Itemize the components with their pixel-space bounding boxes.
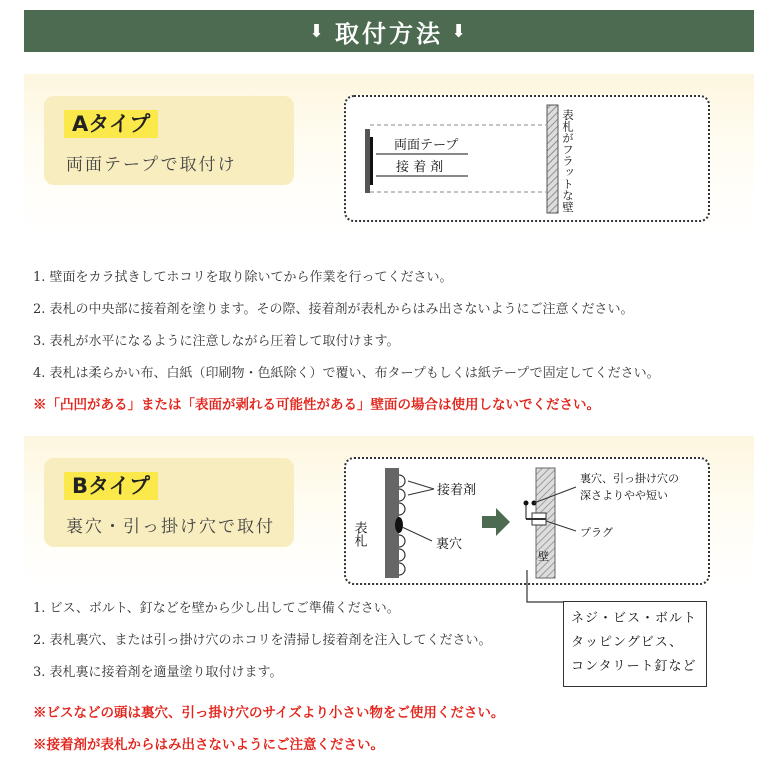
step-item: 3. 表札裏に接着剤を適量塗り取付けます。 [33, 665, 283, 680]
type-b-box [44, 458, 294, 547]
down-arrow-icon: ⬇ [451, 20, 470, 42]
type-a-diagram-svg [346, 97, 708, 220]
step-item: 2. 表札裏穴、または引っ掛け穴のホコリを清掃し接着剤を注入してください。 [33, 633, 492, 648]
type-b-diagram [344, 457, 710, 585]
tape-label: 両面テープ [394, 138, 459, 153]
depth-label-line-2: 深さよりやや短い [580, 489, 668, 502]
step-item: 4. 表札は柔らかい布、白紙（印刷物・色紙除く）で覆い、布タープもしくは紙テープで固定してください。 [33, 366, 660, 381]
depth-label-line-1: 裏穴、引っ掛け穴の [580, 472, 679, 485]
section-title: 取付方法 [335, 18, 443, 48]
plug-label: プラグ [580, 526, 613, 539]
step-item: 1. ビス、ボルト、釘などを壁から少し出してご準備ください。 [33, 601, 400, 616]
back-hole-shape [395, 517, 403, 533]
type-a-box [44, 96, 294, 185]
adhesive-label: 接 着 剤 [396, 160, 444, 175]
step-item: 3. 表札が水平になるように注意しながら圧着して取付けます。 [33, 334, 400, 349]
right-arrow-icon [482, 508, 510, 536]
type-a-description: 両面テープで取付け [66, 155, 237, 175]
callout-line: タッピングビス、 [571, 635, 684, 650]
wall-label: 表札がフラットな壁 [561, 109, 575, 213]
down-arrow-icon: ⬇ [308, 20, 327, 42]
type-b-warning: ※ビスなどの頭は裏穴、引っ掛け穴のサイズより小さい物をご使用ください。 [33, 705, 505, 721]
type-a-diagram [344, 95, 710, 222]
section-header [24, 10, 754, 52]
type-b-warning: ※接着剤が表札からはみ出さないようにご注意ください。 [33, 737, 384, 753]
type-b-diagram-svg [346, 459, 708, 583]
type-b-description: 裏穴・引っ掛け穴で取付 [66, 517, 275, 537]
wall-shape [547, 105, 558, 213]
hardware-callout [563, 601, 707, 687]
callout-line: ネジ・ビス・ボルト [571, 611, 698, 626]
callout-line: コンタリート釘など [571, 659, 697, 674]
tape-shape [370, 137, 373, 185]
plate-label: 表札 [351, 521, 367, 547]
type-a-warning: ※「凸凹がある」または「表面が剥れる可能性がある」壁面の場合は使用しないでください。 [33, 397, 600, 413]
adhesive-label: 接着剤 [437, 483, 477, 498]
hole-label: 裏穴 [436, 537, 463, 552]
step-item: 1. 壁面をカラ拭きしてホコリを取り除いてから作業を行ってください。 [33, 270, 453, 285]
type-a-label: Aタイプ [64, 110, 158, 138]
type-b-label: Bタイプ [64, 472, 158, 500]
wall-label: 壁 [538, 550, 549, 563]
step-item: 2. 表札の中央部に接着剤を塗ります。その際、接着剤が表札からはみ出さないようにご注意ください。 [33, 302, 634, 317]
nameplate-shape [365, 129, 370, 193]
